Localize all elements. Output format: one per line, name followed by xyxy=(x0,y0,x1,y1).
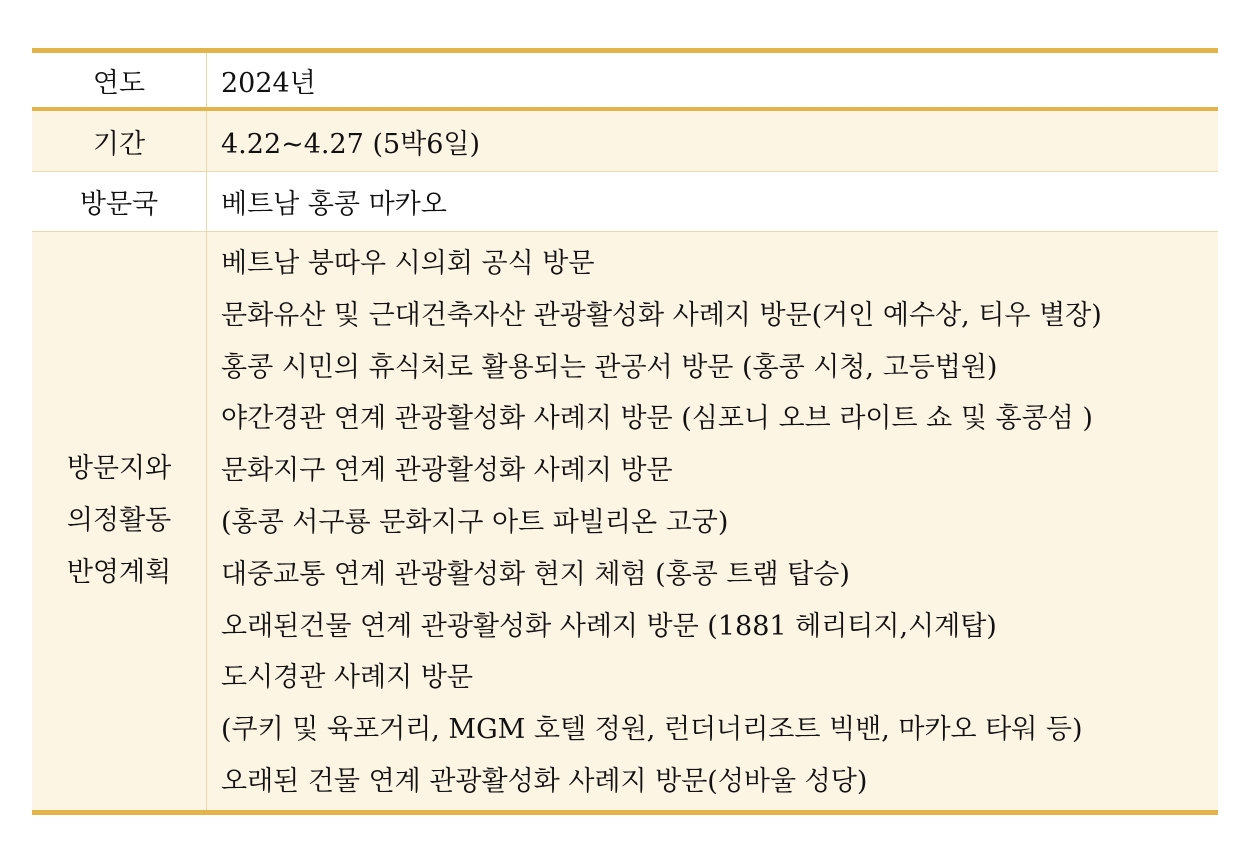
activity-item: 문화지구 연계 관광활성화 사례지 방문 xyxy=(221,455,673,487)
row-activities xyxy=(32,232,1218,810)
row-activities-label xyxy=(32,232,207,810)
activity-item: 오래된 건물 연계 관광활성화 사례지 방문(성바울 성당) xyxy=(221,765,868,797)
activity-item: 도시경관 사례지 방문 xyxy=(221,662,473,694)
row-year xyxy=(32,53,1218,111)
activity-item: 홍콩 시민의 휴식처로 활용되는 관공서 방문 (홍콩 시청, 고등법원) xyxy=(221,351,998,383)
row-countries-value: 베트남 홍콩 마카오 xyxy=(221,189,447,220)
activities-label-line: 반영계획 xyxy=(66,557,172,588)
row-period-label: 기간 xyxy=(32,111,207,171)
activity-item: (쿠키 및 육포거리, MGM 호텔 정원, 런더너리조트 빅밴, 마카오 타워 등) xyxy=(221,714,1083,746)
info-table xyxy=(32,48,1218,815)
activities-list xyxy=(207,232,1218,810)
row-period-value: 4.22~4.27 (5박6일) xyxy=(221,128,481,160)
activity-item: 야간경관 연계 관광활성화 사례지 방문 (심포니 오브 라이트 쇼 및 홍콩섬 ) xyxy=(221,403,1093,435)
activity-item: 대중교통 연계 관광활성화 현지 체험 (홍콩 트램 탑승) xyxy=(221,558,850,590)
row-countries-label: 방문국 xyxy=(32,172,207,231)
activity-item: 오래된건물 연계 관광활성화 사례지 방문 (1881 헤리티지,시계탑) xyxy=(221,610,997,642)
activity-item: 베트남 붕따우 시의회 공식 방문 xyxy=(221,248,595,279)
row-countries xyxy=(32,172,1218,232)
row-year-value: 2024년 xyxy=(221,67,316,99)
activities-label-line: 방문지와 xyxy=(66,453,172,484)
activity-item: (홍콩 서구룡 문화지구 아트 파빌리온 고궁) xyxy=(221,506,729,538)
row-year-label: 연도 xyxy=(32,53,207,107)
activity-item: 문화유산 및 근대건축자산 관광활성화 사례지 방문(거인 예수상, 티우 별장) xyxy=(221,299,1102,331)
row-period xyxy=(32,111,1218,172)
activities-label-line: 의정활동 xyxy=(66,505,172,536)
